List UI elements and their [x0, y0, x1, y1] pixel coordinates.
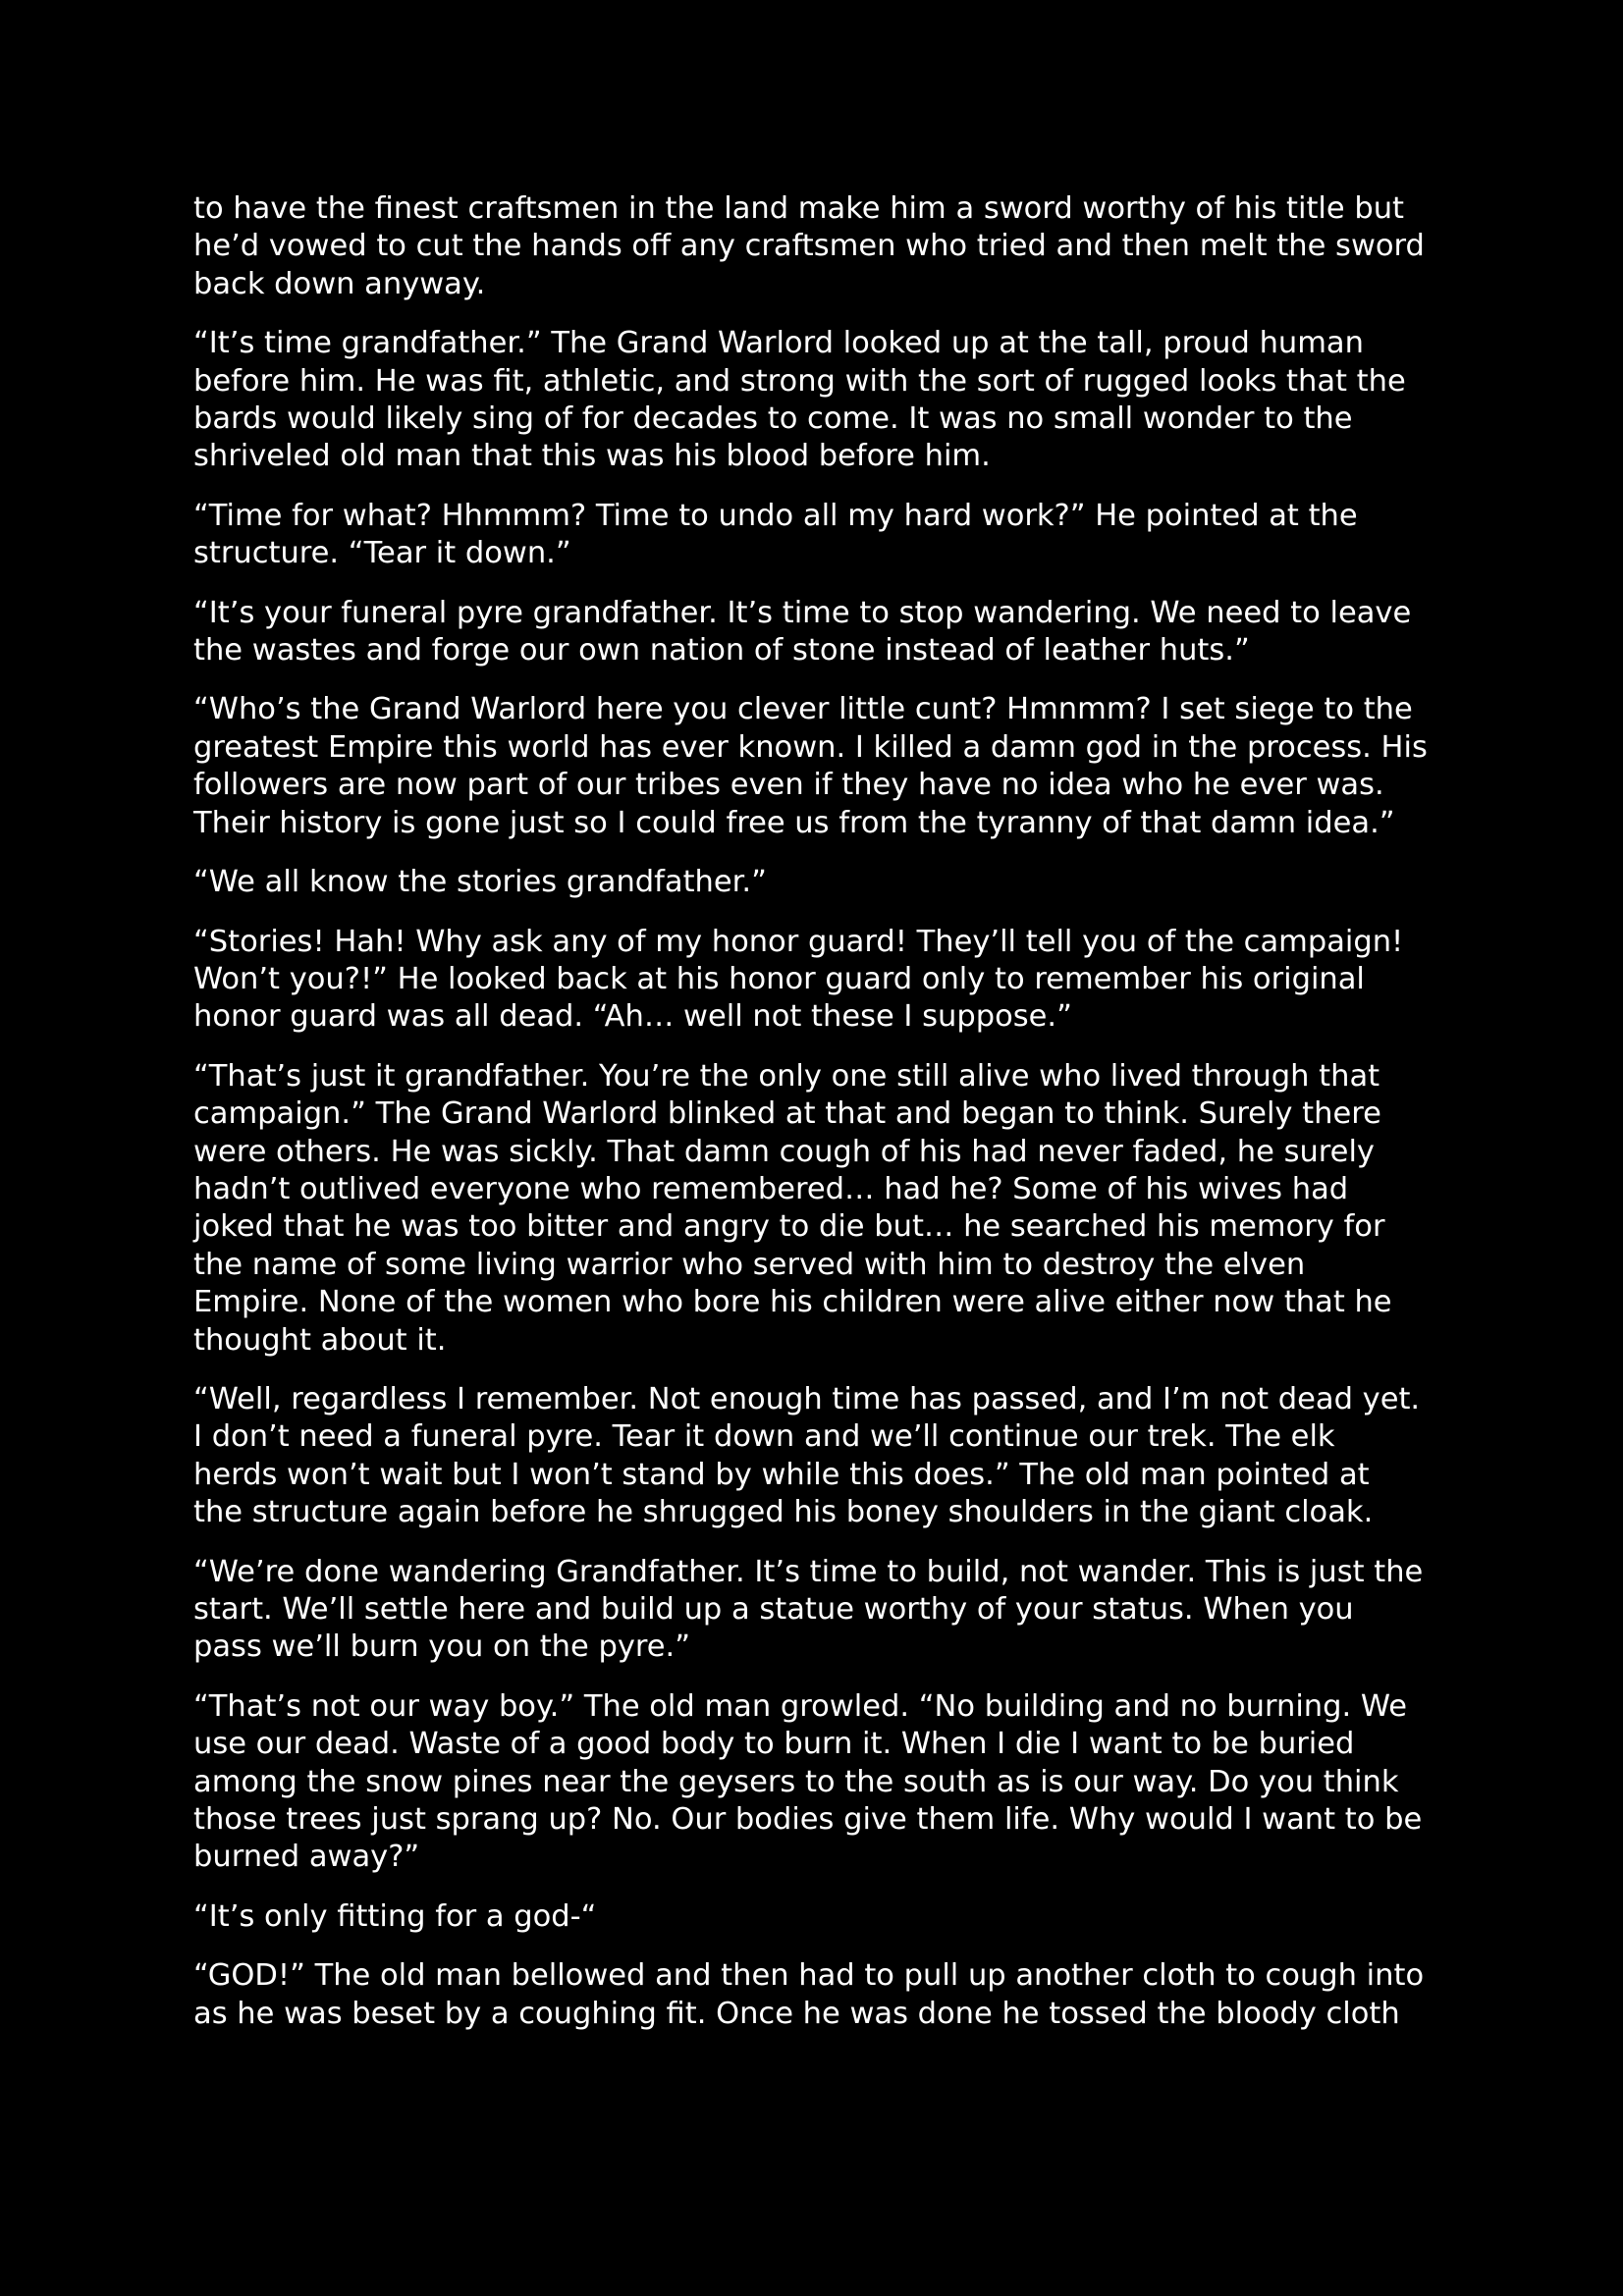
text-line: hadn’t outlived everyone who remembered… had he? Some of his wives had — [193, 1171, 1349, 1206]
text-line: joked that he was too bitter and angry to die but… he searched his memory for — [193, 1209, 1385, 1245]
text-line: “We’re done wandering Grandfather. It’s time to build, not wander. This is just the — [193, 1554, 1424, 1589]
paragraph — [193, 1554, 1435, 1667]
paragraph — [193, 498, 1435, 573]
text-line: campaign.” The Grand Warlord blinked at that and began to think. Surely there — [193, 1096, 1381, 1132]
text-line: he’d vowed to cut the hands off any craftsmen who tried and then melt the sword — [193, 229, 1425, 264]
paragraph — [193, 190, 1435, 303]
text-line: “Well, regardless I remember. Not enough time has passed, and I’m not dead yet. — [193, 1381, 1421, 1416]
text-line: to have the finest craftsmen in the land make him a sword worthy of his title but — [193, 191, 1405, 226]
text-line: before him. He was fit, athletic, and strong with the sort of rugged looks that the — [193, 363, 1406, 399]
text-line: shriveled old man that this was his blood before him. — [193, 439, 991, 474]
text-line: back down anyway. — [193, 266, 486, 301]
text-line: among the snow pines near the geysers to the south as is our way. Do you think — [193, 1764, 1399, 1799]
text-line: “That’s not our way boy.” The old man growled. “No building and no burning. We — [193, 1688, 1408, 1724]
text-line: “Time for what? Hhmmm? Time to undo all my hard work?” He pointed at the — [193, 498, 1358, 533]
paragraph — [193, 1688, 1435, 1877]
text-line: “It’s time grandfather.” The Grand Warlord looked up at the tall, proud human — [193, 326, 1364, 361]
text-line: the name of some living warrior who served with him to destroy the elven — [193, 1247, 1306, 1282]
paragraph — [193, 1058, 1435, 1360]
text-line: use our dead. Waste of a good body to burn it. When I die I want to be buried — [193, 1727, 1355, 1762]
text-line: Won’t you?!” He looked back at his honor guard only to remember his original — [193, 961, 1365, 996]
text-line: “We all know the stories grandfather.” — [193, 865, 767, 900]
text-line: followers are now part of our tribes even if they have no idea who he ever was. — [193, 768, 1384, 803]
paragraph — [193, 595, 1435, 670]
paragraph — [193, 1898, 1435, 1936]
text-line: were others. He was sickly. That damn cough of his had never faded, he surely — [193, 1134, 1375, 1169]
text-line: Their history is gone just so I could free us from the tyranny of that damn idea.” — [193, 805, 1395, 840]
text-line: those trees just sprang up? No. Our bodies give them life. Why would I want to be — [193, 1802, 1423, 1838]
paragraph — [193, 325, 1435, 476]
text-line: start. We’ll settle here and build up a statue worthy of your status. When you — [193, 1592, 1354, 1627]
text-line: “That’s just it grandfather. You’re the only one still alive who lived through that — [193, 1058, 1380, 1094]
paragraph — [193, 1957, 1435, 2033]
text-line: honor guard was all dead. “Ah… well not these I suppose.” — [193, 999, 1072, 1035]
text-line: the structure again before he shrugged his boney shoulders in the giant cloak. — [193, 1495, 1374, 1530]
text-line: “It’s your funeral pyre grandfather. It’s time to stop wandering. We need to leave — [193, 595, 1412, 630]
text-line: “It’s only fitting for a god-“ — [193, 1898, 597, 1934]
text-line: I don’t need a funeral pyre. Tear it down and we’ll continue our trek. The elk — [193, 1419, 1335, 1455]
paragraph — [193, 924, 1435, 1037]
text-line: structure. “Tear it down.” — [193, 536, 571, 571]
text-line: greatest Empire this world has ever known. I killed a damn god in the process. His — [193, 729, 1428, 765]
text-line: herds won’t wait but I won’t stand by while this does.” The old man pointed at — [193, 1457, 1370, 1492]
body-text — [193, 190, 1435, 2055]
paragraph — [193, 864, 1435, 901]
paragraph — [193, 691, 1435, 842]
text-line: “Who’s the Grand Warlord here you clever little cunt? Hmnmm? I set siege to the — [193, 692, 1413, 727]
text-line: “Stories! Hah! Why ask any of my honor guard! They’ll tell you of the campaign! — [193, 924, 1404, 959]
text-line: “GOD!” The old man bellowed and then had to pull up another cloth to cough into — [193, 1958, 1425, 1994]
text-line: burned away?” — [193, 1840, 420, 1875]
paragraph — [193, 1381, 1435, 1532]
text-line: pass we’ll burn you on the pyre.” — [193, 1629, 691, 1665]
text-line: bards would likely sing of for decades to come. It was no small wonder to the — [193, 401, 1353, 437]
text-line: the wastes and forge our own nation of stone instead of leather huts.” — [193, 633, 1250, 668]
text-line: Empire. None of the women who bore his children were alive either now that he — [193, 1285, 1392, 1320]
text-line: thought about it. — [193, 1322, 447, 1358]
text-line: as he was beset by a coughing fit. Once he was done he tossed the bloody cloth — [193, 1996, 1400, 2031]
